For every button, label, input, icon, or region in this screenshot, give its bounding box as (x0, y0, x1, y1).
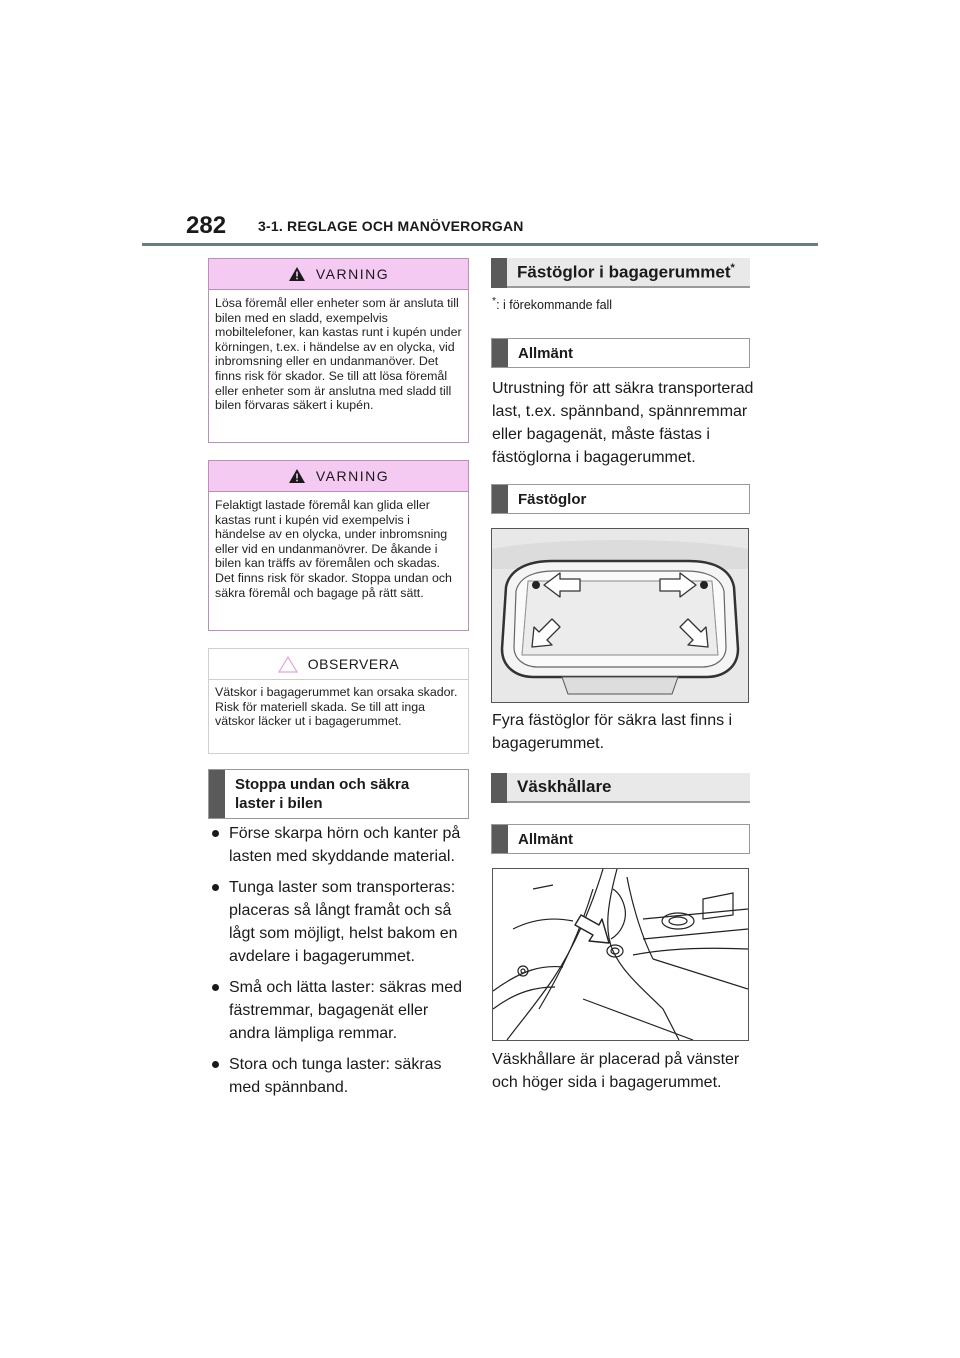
caption-tie-down-eyes: Fyra fästöglor för säkra last finns i bagagerummet. (492, 712, 733, 752)
header-divider (142, 243, 818, 246)
section-title: Väskhållare (517, 777, 612, 796)
chapter-title: 3-1. REGLAGE OCH MANÖVERORGAN (258, 218, 524, 234)
warning-text: Felaktigt lastade föremål kan glida eller kastas runt i kupén vid exempelvis i händelse av en olycka, under inbromsning eller vid en undanmanövrer. De åkande i bilen kan träffs av föremålen och skadas. Det finns risk för skador. Stoppa undan och säkra föremål och bagage på rätt sätt. (215, 498, 452, 600)
list-item: Förse skarpa hörn och kanter på lasten med skyddande material. (211, 822, 473, 868)
subheading-general-2 (491, 824, 750, 854)
warning-header (209, 461, 468, 492)
notice-header (209, 649, 468, 680)
warning-box-incorrect-load (208, 460, 469, 631)
section-heading-tie-down-eyes (491, 258, 750, 288)
notice-text: Vätskor i bagagerummet kan orsaka skador. Risk för materiell skada. Se till att inga vätskor läcker ut i bagagerummet. (215, 685, 458, 729)
section-heading-bag-hook (491, 773, 750, 803)
subheading-text: Allmänt (518, 830, 574, 848)
section-heading-stow-loads (208, 769, 469, 819)
warning-header (209, 259, 468, 290)
bag-hook-figure (492, 868, 749, 1041)
footnote-mark: * (492, 296, 497, 307)
load-tips-list (211, 822, 473, 1107)
warning-title: VARNING (315, 266, 390, 282)
notice-box-liquids (208, 648, 469, 754)
notice-triangle-icon (278, 656, 298, 673)
section-heading-text: Stoppa undan och säkra laster i bilen (235, 776, 410, 812)
trunk-illustration (492, 529, 748, 702)
warning-box-loose-items (208, 258, 469, 443)
warning-triangle-icon (288, 468, 306, 484)
trunk-tie-down-figure (491, 528, 749, 703)
list-item: Stora och tunga laster: säkras med spännband. (211, 1053, 473, 1099)
notice-title: OBSERVERA (307, 656, 400, 672)
subheading-text: Fästöglor (518, 490, 587, 508)
page-number: 282 (186, 212, 227, 239)
list-item: Tunga laster som transporteras: placeras så långt framåt och så lågt som möjligt, helst bakom en avdelare i bagagerummet. (211, 876, 473, 968)
list-item: Små och lätta laster: säkras med fästremmar, bagagenät eller andra lämpliga remmar. (211, 976, 473, 1045)
bag-hook-illustration (493, 869, 748, 1040)
caption-bag-hook: Väskhållare är placerad på vänster och höger sida i bagagerummet. (492, 1051, 740, 1091)
warning-title: VARNING (315, 468, 390, 484)
warning-text: Lösa föremål eller enheter som är ansluta till bilen med en sladd, exempelvis mobiltelefoner, kan kastas runt i kupén under körningen, t.ex. i händelse av en olycka, vid inbromsning eller en undanmanöver. Det finns risk för skador. Se till att lösa föremål eller enheter som är anslutna med sladd till bilen förvaras säkert i kupén. (215, 296, 462, 413)
optional-asterisk: * (730, 261, 735, 274)
section-title: Fästöglor i bagagerummet (517, 262, 731, 282)
footnote: *: i förekommande fall (492, 296, 613, 313)
subheading-general (491, 338, 750, 368)
paragraph-tie-down-usage: Utrustning för att säkra transporterad last, t.ex. spännband, spännremmar eller bagagenät, måste fästas i fästöglorna i bagagerummet. (492, 380, 754, 466)
subheading-text: Allmänt (518, 344, 574, 362)
subheading-tie-down-eyes (491, 484, 750, 514)
warning-triangle-icon (288, 266, 306, 282)
